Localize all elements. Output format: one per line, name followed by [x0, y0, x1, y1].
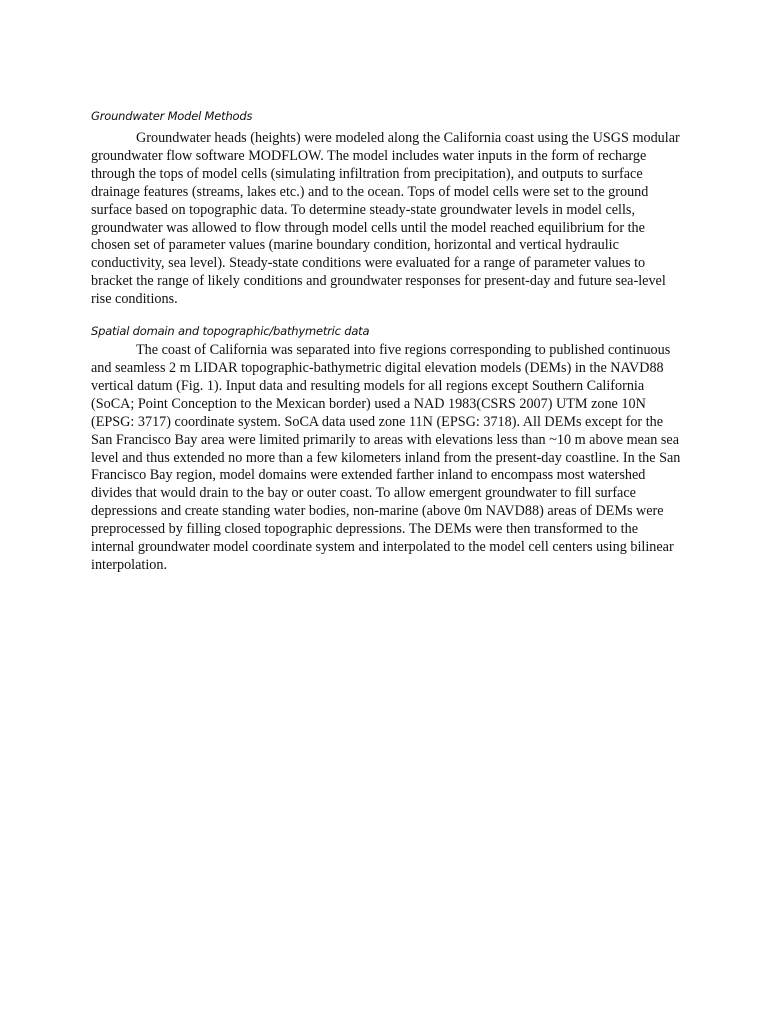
section-heading: Groundwater Model Methods: [91, 109, 253, 123]
section-heading: Spatial domain and topographic/bathymetric data: [91, 324, 370, 339]
document-content: [91, 108, 683, 575]
section-paragraph: Groundwater heads (heights) were modeled along the California coast using the USGS modular groundwater flow software MODFLOW. The model includes water inputs in the form of recharge through the tops of model cells (simulating infiltration from precipitation), and outputs to surface drainage features (streams, lakes etc.) and to the ocean. Tops of model cells were set to the ground surface based on topographic data. To determine steady-state groundwater levels in model cells, groundwater was allowed to flow through model cells until the model reached equilibrium for the chosen set of parameter values (marine boundary condition, horizontal and vertical hydraulic conductivity, sea level). Steady-state conditions were evaluated for a range of parameter values to bracket the range of likely conditions and groundwater responses for present-day and future sea-level rise conditions.: [91, 130, 680, 308]
section-spatial-domain: [91, 323, 683, 575]
section-groundwater-model-methods: [91, 108, 683, 309]
section-paragraph: The coast of California was separated into five regions corresponding to published continuous and seamless 2 m LIDAR topographic-bathymetric digital elevation models (DEMs) in the NAVD88 vertical datum (Fig. 1). Input data and resulting models for all regions except Southern California (SoCA; Point Conception to the Mexican border) used a NAD 1983(CSRS 2007) UTM zone 10N (EPSG: 3717) coordinate system. SoCA data used zone 11N (EPSG: 3718). All DEMs except for the San Francisco Bay area were limited primarily to areas with elevations less than ~10 m above mean sea level and thus extended no more than a few kilometers inland from the present-day coastline. In the San Francisco Bay region, model domains were extended farther inland to encompass most watershed divides that would drain to the bay or outer coast. To allow emergent groundwater to fill surface depressions and create standing water bodies, non-marine (above 0m NAVD88) areas of DEMs were preprocessed by filling closed topographic depressions. The DEMs were then transformed to the internal groundwater model coordinate system and interpolated to the model cell centers using bilinear interpolation.: [91, 342, 681, 573]
